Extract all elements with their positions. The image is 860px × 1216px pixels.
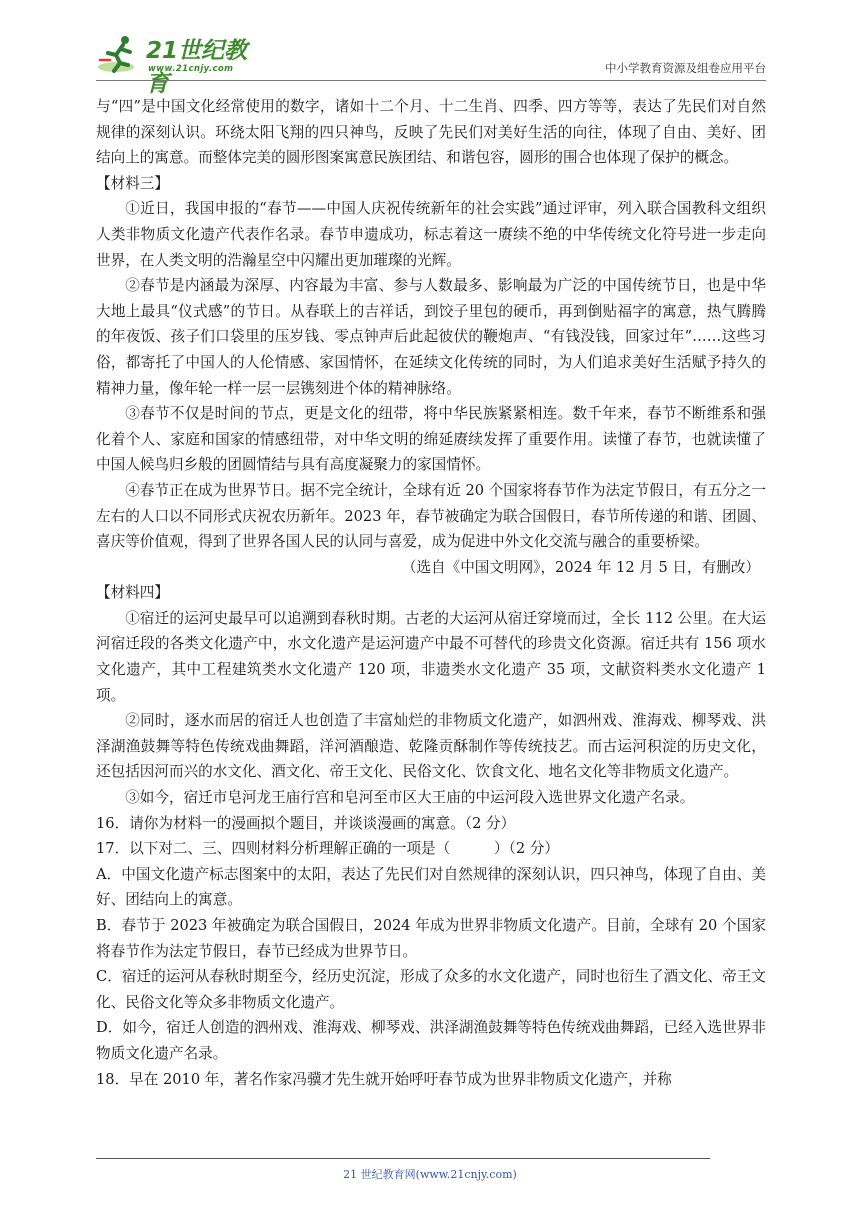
runner-logo-icon bbox=[96, 34, 142, 76]
question-18: 18．早在 2010 年，著名作家冯骥才先生就开始呼吁春节成为世界非物质文化遗产，并称 bbox=[96, 1070, 672, 1088]
material-three-paragraph-3: ③春节不仅是时间的节点，更是文化的纽带，将中华民族紧紧相连。数千年来，春节不断维系和强化着个人、家庭和国家的情感纽带，对中华文明的绵延赓续发挥了重要作用。读懂了春节，也就读懂了中国人候鸟归乡般的团圆情结与具有高度凝聚力的家国情怀。 bbox=[96, 405, 766, 474]
material-four-heading: 【材料四】 bbox=[96, 584, 169, 602]
material-four-paragraph-1: ①宿迁的运河史最早可以追溯到春秋时期。古老的大运河从宿迁穿境而过，全长 112 公里。在大运河宿迁段的各类文化遗产中，水文化遗产是运河遗产中最不可替代的珍贵文化资源。宿迁共有 156 项水文化遗产，其中工程建筑类水文化遗产 120 项，非遗类水文化遗产 35 项，文献资料类水文化遗产 1 项。 bbox=[96, 609, 766, 704]
header-platform-text: 中小学教育资源及组卷应用平台 bbox=[605, 61, 766, 75]
question-17: 17．以下对二、三、四则材料分析理解正确的一项是（ ）（2 分） bbox=[96, 840, 560, 858]
site-logo[interactable] bbox=[96, 28, 266, 97]
logo-url: www.21cnjy.com bbox=[148, 64, 234, 74]
material-four-paragraph-3: ③如今，宿迁市皂河龙王庙行宫和皂河至市区大王庙的中运河段入选世界文化遗产名录。 bbox=[125, 789, 695, 807]
material-three-heading: 【材料三】 bbox=[96, 174, 169, 192]
question-16: 16．请你为材料一的漫画拟个题目，并谈谈漫画的寓意。（2 分） bbox=[96, 814, 516, 832]
material-four-paragraph-2: ②同时，逐水而居的宿迁人也创造了丰富灿烂的非物质文化遗产，如泗州戏、淮海戏、柳琴戏、洪泽湖渔鼓舞等特色传统戏曲舞蹈，洋河酒酿造、乾隆贡酥制作等传统技艺。而古运河积淀的历史文化，还包括因河而兴的水文化、酒文化、帝王文化、民俗文化、饮食文化、地名文化等非物质文化遗产。 bbox=[96, 712, 766, 781]
material-three-paragraph-1: ①近日，我国申报的“春节——中国人庆祝传统新年的社会实践”通过评审，列入联合国教科文组织人类非物质文化遗产代表作名录。春节申遗成功，标志着这一赓续不绝的中华传统文化符号进一步走向世界，在人类文明的浩瀚星空中闪耀出更加璀璨的光辉。 bbox=[96, 200, 766, 269]
material-three-source: （选自《中国文明网》，2024 年 12 月 5 日，有删改） bbox=[401, 558, 760, 576]
question-17-option-a: A．中国文化遗产标志图案中的太阳，表达了先民们对自然规律的深刻认识，四只神鸟，体现了自由、美好、团结向上的寓意。 bbox=[96, 865, 766, 909]
logo-title: 21世纪教育 bbox=[146, 38, 248, 97]
material-three-paragraph-2: ②春节是内涵最为深厚、内容最为丰富、参与人数最多、影响最为广泛的中国传统节日，也是中华大地上最具“仪式感”的节日。从春联上的吉祥话，到饺子里包的硬币，再到倒贴福字的寓意，热气腾腾的年夜饭、孩子们口袋里的压岁钱、零点钟声后此起彼伏的鞭炮声、“有钱没钱，回家过年”……这些习俗，都寄托了中国人的人伦情感、家国情怀，在延续文化传统的同时，为人们追求美好生活赋予持久的精神力量，像年轮一样一层一层镌刻进个体的精神脉络。 bbox=[96, 277, 766, 397]
header-divider bbox=[96, 80, 766, 81]
question-17-option-d: D．如今，宿迁人创造的泗州戏、淮海戏、柳琴戏、洪泽湖渔鼓舞等特色传统戏曲舞蹈，已经入选世界非物质文化遗产名录。 bbox=[96, 1019, 766, 1062]
question-17-option-b: B．春节于 2023 年被确定为联合国假日，2024 年成为世界非物质文化遗产。目前，全球有 20 个国家将春节作为法定节假日，春节已经成为世界节日。 bbox=[96, 917, 766, 960]
question-17-option-c: C．宿迁的运河从春秋时期至今，经历史沉淀，形成了众多的水文化遗产，同时也衍生了酒文化、帝王文化、民俗文化等众多非物质文化遗产。 bbox=[96, 968, 766, 1011]
material-three-paragraph-4: ④春节正在成为世界节日。据不完全统计，全球有近 20 个国家将春节作为法定节假日，有五分之一左右的人口以不同形式庆祝农历新年。2023 年，春节被确定为联合国假日，春节所传递的和谐、团圆、喜庆等价值观，得到了世界各国人民的认同与喜爱，成为促进中外文化交流与融合的重要桥梁。 bbox=[96, 481, 766, 551]
footer-link[interactable]: 21 世纪教育网(www.21cnjy.com) bbox=[343, 1168, 517, 1181]
page-header bbox=[96, 28, 766, 97]
footer-divider bbox=[96, 1158, 710, 1159]
paragraph-intro: 与“四”是中国文化经常使用的数字，诸如十二个月、十二生肖、四季、四方等等，表达了先民们对自然规律的深刻认识。环绕太阳飞翔的四只神鸟，反映了先民们对美好生活的向往，体现了自由、美好、团结向上的寓意。而整体完美的圆形图案寓意民族团结、和谐包容，圆形的围合也体现了保护的概念。 bbox=[96, 98, 766, 167]
document-body bbox=[96, 94, 766, 1092]
